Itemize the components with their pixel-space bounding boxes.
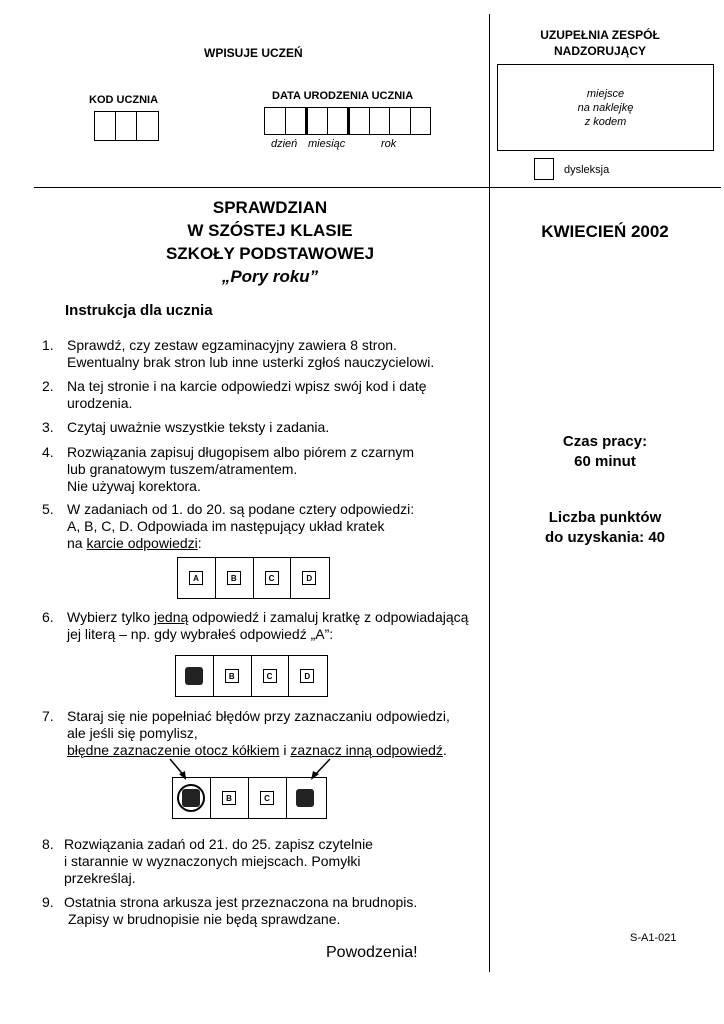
sticker-area: miejsce na naklejkę z kodem (497, 64, 714, 151)
kod-ucznia-label: KOD UCZNIA (89, 94, 159, 106)
data-urodzenia-boxes[interactable] (264, 107, 431, 135)
kod-ucznia-boxes[interactable] (94, 111, 159, 141)
filled-box-d (296, 789, 314, 807)
exam-date: KWIECIEŃ 2002 (541, 222, 669, 241)
dzien-label: dzień (271, 138, 298, 150)
powodzenia-text: Powodzenia! (326, 944, 418, 961)
page-title: SPRAWDZIAN W SZÓSTEJ KLASIE SZKOŁY PODSTAWOWEJ „Pory roku” (165, 198, 375, 286)
answer-box-d: D (302, 571, 316, 585)
document-code: S-A1-021 (630, 932, 677, 944)
answer-box-b: B (225, 669, 239, 683)
horizontal-divider (34, 187, 721, 188)
instrukcja-title: Instrukcja dla ucznia (65, 302, 213, 319)
answer-box-c: C (260, 791, 274, 805)
answer-grid-correction-example (172, 777, 327, 819)
wpisuje-uczen-label: WPISUJE UCZEŃ (204, 46, 303, 60)
answer-box-d: D (300, 669, 314, 683)
circle-mark-icon (177, 784, 205, 812)
rok-label: rok (381, 138, 397, 150)
answer-box-c: C (265, 571, 279, 585)
miesiac-label: miesiąc (308, 138, 346, 150)
uzupelnia-label: UZUPEŁNIA ZESPÓŁ NADZORUJĄCY (540, 28, 660, 58)
vertical-divider (489, 14, 490, 972)
answer-grid-example (177, 557, 330, 599)
answer-box-a: A (189, 571, 203, 585)
data-urodzenia-label: DATA URODZENIA UCZNIA (272, 90, 414, 102)
answer-box-b: B (227, 571, 241, 585)
dysleksja-checkbox[interactable] (534, 158, 554, 180)
kod-box[interactable] (95, 112, 116, 140)
czas-pracy: Czas pracy: 60 minut (562, 433, 648, 470)
answer-grid-filled-example (175, 655, 328, 697)
dysleksja-label: dysleksja (564, 164, 610, 176)
liczba-punktow: Liczba punktów do uzyskania: 40 (544, 509, 666, 546)
filled-box-a (185, 667, 203, 685)
kod-box[interactable] (137, 112, 158, 140)
answer-box-c: C (263, 669, 277, 683)
kod-box[interactable] (116, 112, 137, 140)
answer-box-b: B (222, 791, 236, 805)
